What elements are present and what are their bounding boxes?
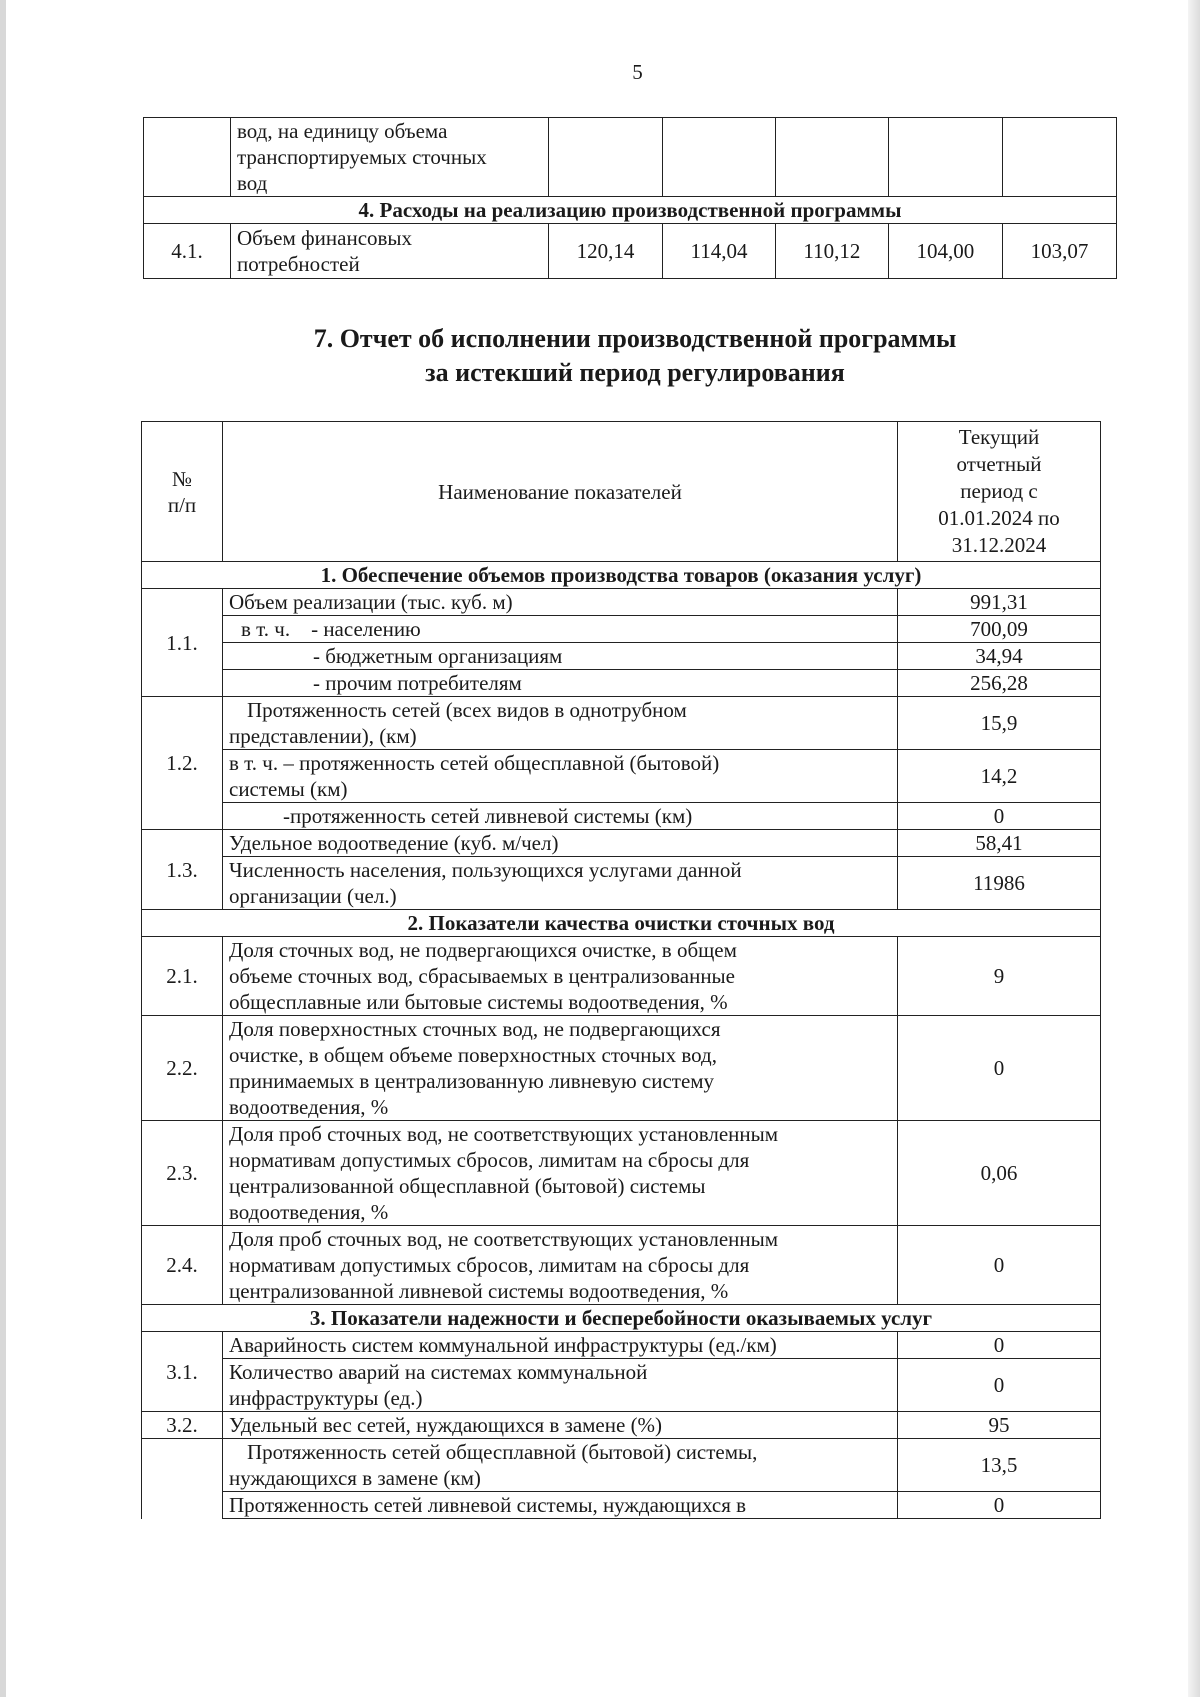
table-row	[142, 830, 1101, 857]
row-number: 3.2.	[142, 1412, 223, 1439]
row-number-empty	[142, 1439, 223, 1519]
header-period: Текущий отчетный период с 01.01.2024 по 31.12.2024	[898, 422, 1101, 562]
value-cell: 0	[898, 803, 1101, 830]
value-cell: 13,5	[898, 1439, 1101, 1492]
table-row	[142, 697, 1101, 750]
report-title: 7. Отчет об исполнении производственной программы за истекший период регулирования	[313, 324, 957, 387]
value-cell	[1002, 118, 1116, 197]
value-cell	[549, 118, 663, 197]
indicator-name: в т. ч. - населению	[223, 616, 898, 643]
table-row	[142, 1412, 1101, 1439]
report-table	[141, 421, 1101, 1519]
table-row	[142, 803, 1101, 830]
section-title-4: 4. Расходы на реализацию производственной программы	[144, 197, 1117, 224]
value-cell: 0	[898, 1226, 1101, 1305]
indicator-name: - прочим потребителям	[223, 670, 898, 697]
value-cell: 110,12	[775, 224, 888, 279]
row-number: 4.1.	[144, 224, 231, 279]
indicator-name: Доля поверхностных сточных вод, не подвергающихся очистке, в общем объеме поверхностных сточных вод, принимаемых в централизованную ливневую систему водоотведения, %	[223, 1016, 898, 1121]
section-row	[144, 197, 1117, 224]
value-cell	[775, 118, 888, 197]
value-cell: 9	[898, 937, 1101, 1016]
scan-edge-right	[1188, 0, 1200, 1697]
section-title-3: 3. Показатели надежности и бесперебойности оказываемых услуг	[142, 1305, 1101, 1332]
value-cell: 58,41	[898, 830, 1101, 857]
value-cell: 114,04	[663, 224, 776, 279]
production-program-table-continued	[143, 117, 1117, 279]
section-row	[142, 910, 1101, 937]
indicator-name: Доля проб сточных вод, не соответствующих установленным нормативам допустимых сбросов, лимитам на сбросы для централизованной ливневой системы водоотведения, %	[223, 1226, 898, 1305]
table-row	[142, 1332, 1101, 1359]
indicator-name: Удельный вес сетей, нуждающихся в замене (%)	[223, 1412, 898, 1439]
indicator-name: Объем финансовых потребностей	[231, 224, 549, 279]
table-row	[142, 1359, 1101, 1412]
indicator-name: Протяженность сетей ливневой системы, нуждающихся в	[223, 1492, 898, 1519]
row-number: 2.1.	[142, 937, 223, 1016]
table-row	[142, 643, 1101, 670]
indicator-name: Объем реализации (тыс. куб. м)	[223, 589, 898, 616]
scan-edge-left	[0, 0, 6, 1697]
indicator-name: Протяженность сетей (всех видов в однотрубном представлении), (км)	[223, 697, 898, 750]
indicator-name: - бюджетным организациям	[223, 643, 898, 670]
section-row	[142, 1305, 1101, 1332]
table-row	[142, 1121, 1101, 1226]
table-row	[142, 1016, 1101, 1121]
row-number: 1.1.	[142, 589, 223, 697]
table-row	[142, 750, 1101, 803]
table-row	[142, 1226, 1101, 1305]
value-cell: 991,31	[898, 589, 1101, 616]
row-number: 1.3.	[142, 830, 223, 910]
row-number: 2.3.	[142, 1121, 223, 1226]
indicator-name: Удельное водоотведение (куб. м/чел)	[223, 830, 898, 857]
value-cell: 0	[898, 1332, 1101, 1359]
indicator-name: Численность населения, пользующихся услугами данной организации (чел.)	[223, 857, 898, 910]
table-row	[142, 670, 1101, 697]
indicator-name: в т. ч. – протяженность сетей общесплавной (бытовой) системы (км)	[223, 750, 898, 803]
value-cell: 700,09	[898, 616, 1101, 643]
value-cell: 95	[898, 1412, 1101, 1439]
table-row	[144, 118, 1117, 197]
value-cell	[663, 118, 776, 197]
value-cell: 0	[898, 1016, 1101, 1121]
table-row	[142, 857, 1101, 910]
value-cell: 0,06	[898, 1121, 1101, 1226]
page-number: 5	[632, 60, 643, 84]
value-cell: 120,14	[549, 224, 663, 279]
indicator-name: -протяженность сетей ливневой системы (км)	[223, 803, 898, 830]
indicator-name: Доля проб сточных вод, не соответствующих установленным нормативам допустимых сбросов, лимитам на сбросы для централизованной общесплавной (бытовой) системы водоотведения, %	[223, 1121, 898, 1226]
value-cell: 256,28	[898, 670, 1101, 697]
section-title-2: 2. Показатели качества очистки сточных вод	[142, 910, 1101, 937]
indicator-name: Аварийность систем коммунальной инфраструктуры (ед./км)	[223, 1332, 898, 1359]
row-number	[144, 118, 231, 197]
header-row	[142, 422, 1101, 562]
table-row	[144, 224, 1117, 279]
table-row	[142, 1492, 1101, 1519]
value-cell: 11986	[898, 857, 1101, 910]
value-cell: 34,94	[898, 643, 1101, 670]
section-row	[142, 562, 1101, 589]
indicator-name: Доля сточных вод, не подвергающихся очистке, в общем объеме сточных вод, сбрасываемых в централизованные общесплавные или бытовые системы водоотведения, %	[223, 937, 898, 1016]
row-number: 1.2.	[142, 697, 223, 830]
value-cell: 104,00	[888, 224, 1002, 279]
header-num: № п/п	[142, 422, 223, 562]
indicator-name: Количество аварий на системах коммунальной инфраструктуры (ед.)	[223, 1359, 898, 1412]
indicator-name: Протяженность сетей общесплавной (бытовой) системы, нуждающихся в замене (км)	[223, 1439, 898, 1492]
value-cell: 103,07	[1002, 224, 1116, 279]
table-row	[142, 1439, 1101, 1492]
value-cell: 0	[898, 1492, 1101, 1519]
row-number: 2.4.	[142, 1226, 223, 1305]
table-row	[142, 589, 1101, 616]
table-row	[142, 616, 1101, 643]
value-cell: 0	[898, 1359, 1101, 1412]
row-number: 3.1.	[142, 1332, 223, 1412]
section-title-1: 1. Обеспечение объемов производства товаров (оказания услуг)	[142, 562, 1101, 589]
value-cell	[888, 118, 1002, 197]
table-row	[142, 937, 1101, 1016]
indicator-name: вод, на единицу объема транспортируемых сточных вод	[231, 118, 549, 197]
header-name: Наименование показателей	[223, 422, 898, 562]
value-cell: 14,2	[898, 750, 1101, 803]
row-number: 2.2.	[142, 1016, 223, 1121]
value-cell: 15,9	[898, 697, 1101, 750]
